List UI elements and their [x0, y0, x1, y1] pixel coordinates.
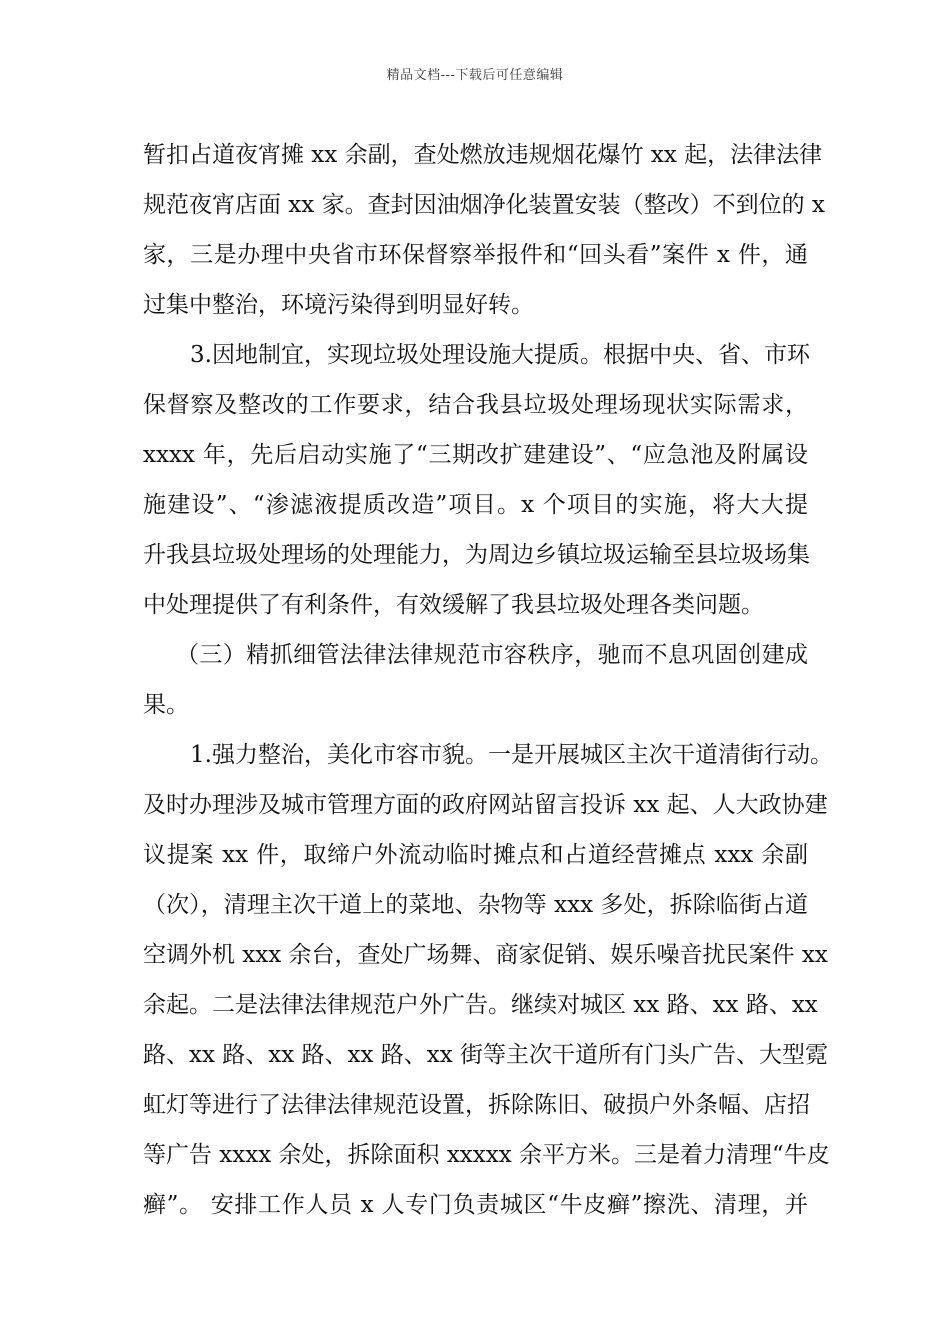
text-line: 升我县垃圾处理场的处理能力，为周边乡镇垃圾运输至县垃圾场集	[143, 542, 810, 568]
text-line: xxxx 年，先后启动实施了“三期改扩建建设”、“应急池及附属设	[143, 442, 808, 468]
text-line: （次），清理主次干道上的菜地、杂物等 xxx 多处，拆除临街占道	[143, 892, 808, 918]
paragraph	[143, 130, 825, 330]
text-line: 保督察及整改的工作要求，结合我县垃圾处理场现状实际需求，	[143, 392, 808, 418]
text-line: （三）精抓细管法律法律规范市容秩序，驰而不息巩固创建成	[176, 642, 808, 668]
section-heading	[143, 630, 808, 730]
text-line: 中处理提供了有利条件，有效缓解了我县垃圾处理各类问题。	[143, 592, 764, 618]
text-line: 施建设”、“渗滤液提质改造”项目。x 个项目的实施，将大大提	[143, 492, 808, 518]
text-line: 空调外机 xxx 余台，查处广场舞、商家促销、娱乐噪音扰民案件 xx	[143, 942, 828, 968]
paragraph	[143, 730, 833, 1230]
text-line: 余起。二是法律法律规范户外广告。继续对城区 xx 路、xx 路、xx	[143, 992, 818, 1018]
text-line: 规范夜宵店面 xx 家。查封因油烟净化装置安装（整改）不到位的 x	[143, 192, 825, 218]
text-line: 癣”。 安排工作人员 x 人专门负责城区“牛皮癣”擦洗、清理，并	[143, 1192, 808, 1218]
text-line: 暂扣占道夜宵摊 xx 余副，查处燃放违规烟花爆竹 xx 起，法律法律	[143, 142, 823, 168]
text-line: 1.强力整治，美化市容市貌。一是开展城区主次干道清街行动。	[190, 742, 833, 768]
text-line: 议提案 xx 件，取缔户外流动临时摊点和占道经营摊点 xxx 余副	[143, 842, 808, 868]
document-body	[143, 130, 833, 1230]
text-line: 及时办理涉及城市管理方面的政府网站留言投诉 xx 起、人大政协建	[143, 792, 828, 818]
page-header: 精品文档---下载后可任意编辑	[386, 68, 564, 83]
text-line: 过集中整治，环境污染得到明显好转。	[143, 292, 534, 318]
text-line: 3.因地制宜，实现垃圾处理设施大提质。根据中央、省、市环	[190, 342, 810, 368]
paragraph	[143, 330, 808, 630]
text-line: 家，三是办理中央省市环保督察举报件和“回头看”案件 x 件，通	[143, 242, 808, 268]
text-line: 果。	[143, 692, 189, 718]
text-line: 等广告 xxxx 余处，拆除面积 xxxxx 余平方米。三是着力清理“牛皮	[143, 1142, 830, 1168]
text-line: 虹灯等进行了法律法律规范设置，拆除陈旧、破损户外条幅、店招	[143, 1092, 810, 1118]
text-line: 路、xx 路、xx 路、xx 路、xx 街等主次干道所有门头广告、大型霓	[143, 1042, 829, 1068]
